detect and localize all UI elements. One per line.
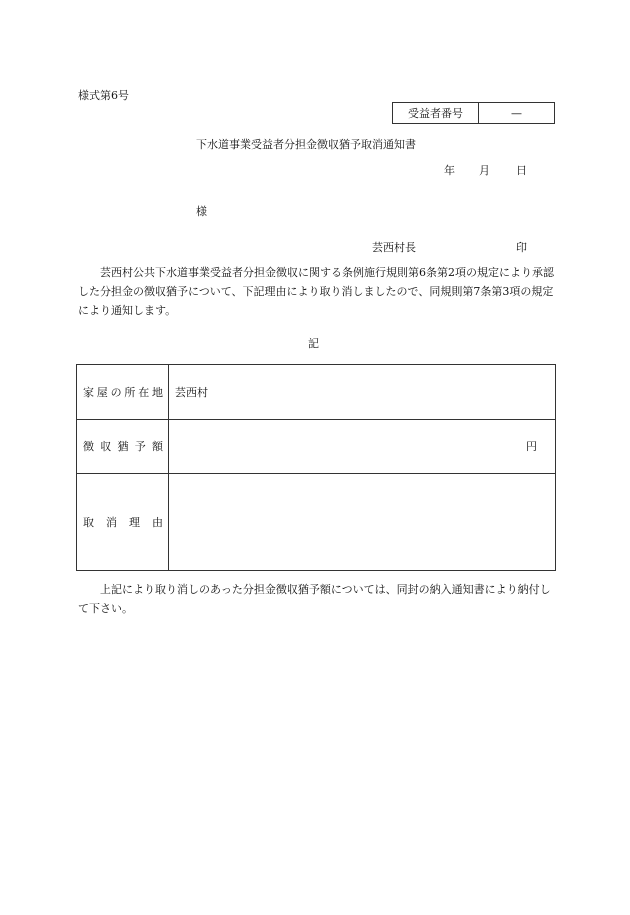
reason-value[interactable] [169, 473, 555, 570]
location-value[interactable]: 芸西村 [175, 386, 208, 399]
ki-heading: 記 [308, 337, 319, 350]
amount-value[interactable] [169, 419, 555, 473]
body-paragraph: 芸西村公共下水道事業受益者分担金徴収に関する条例施行規則第6条第2項の規定により承認した分担金の徴収猶予について、下記理由により取り消しましたので、同規則第7条第3項の規定により通知します。 [78, 266, 554, 317]
beneficiary-number-box [392, 102, 555, 124]
date-month: 月 [479, 164, 490, 177]
amount-label: 徴 収 猶 予 額 [77, 419, 169, 473]
reason-label: 取 消 理 由 [77, 473, 169, 570]
payment-note: 上記により取り消しのあった分担金徴収猶予額については、同封の納入通知書により納付して下さい。 [78, 583, 551, 615]
date-year: 年 [444, 164, 455, 177]
details-table [76, 364, 556, 571]
beneficiary-number-label: 受益者番号 [393, 103, 479, 123]
amount-unit: 円 [526, 440, 537, 453]
location-label: 家 屋 の 所 在 地 [77, 365, 169, 419]
table-row-amount [77, 419, 555, 474]
table-row-location [77, 365, 555, 420]
date-day: 日 [516, 164, 527, 177]
document-title: 下水道事業受益者分担金徴収猶予取消通知書 [196, 138, 416, 151]
form-number: 様式第6号 [78, 89, 129, 102]
date-line [444, 162, 527, 178]
seal-mark: 印 [516, 241, 527, 254]
addressee-suffix: 様 [196, 205, 207, 218]
beneficiary-number-value[interactable]: — [511, 106, 522, 120]
table-row-reason [77, 473, 555, 570]
issuer-name: 芸西村長 [372, 241, 416, 254]
